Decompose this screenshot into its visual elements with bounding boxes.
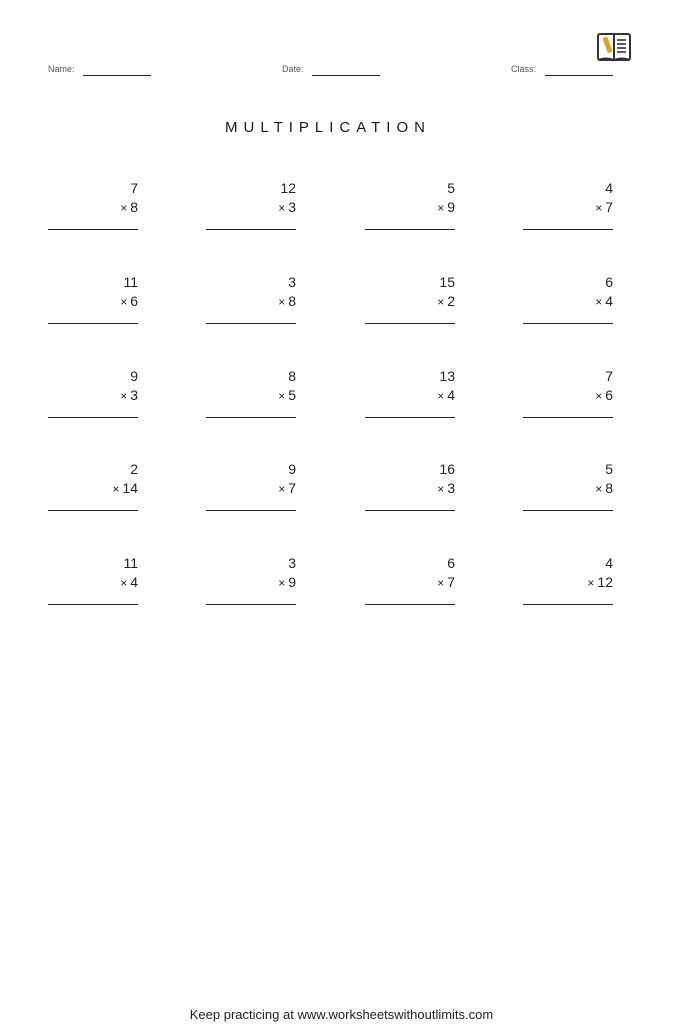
answer-line[interactable] <box>365 417 455 418</box>
multiplier-row <box>278 480 296 498</box>
multiplicand: 6 <box>605 274 613 290</box>
open-book-icon <box>596 30 632 64</box>
problem-9 <box>48 368 138 422</box>
times-sign: × <box>587 576 595 590</box>
problem-15 <box>365 461 455 515</box>
multiplier: 6 <box>130 293 138 309</box>
multiplier-row <box>437 199 455 217</box>
multiplicand: 5 <box>605 461 613 477</box>
date-answer-line[interactable] <box>312 75 380 76</box>
multiplicand: 5 <box>447 180 455 196</box>
multiplier: 8 <box>605 480 613 496</box>
answer-line[interactable] <box>48 510 138 511</box>
answer-line[interactable] <box>365 510 455 511</box>
multiplier: 12 <box>597 574 613 590</box>
multiplicand: 4 <box>605 180 613 196</box>
times-sign: × <box>437 201 445 215</box>
multiplicand: 15 <box>439 274 455 290</box>
multiplier: 4 <box>130 574 138 590</box>
times-sign: × <box>595 389 603 403</box>
multiplier-row <box>587 574 613 592</box>
multiplier-row <box>278 293 296 311</box>
times-sign: × <box>437 389 445 403</box>
multiplicand: 7 <box>605 368 613 384</box>
multiplicand: 16 <box>439 461 455 477</box>
answer-line[interactable] <box>523 229 613 230</box>
answer-line[interactable] <box>206 417 296 418</box>
multiplier-row <box>278 387 296 405</box>
times-sign: × <box>120 295 128 309</box>
times-sign: × <box>595 295 603 309</box>
problem-17 <box>48 555 138 609</box>
multiplicand: 11 <box>123 274 138 290</box>
multiplicand: 4 <box>605 555 613 571</box>
problem-20 <box>523 555 613 609</box>
problem-14 <box>206 461 296 515</box>
name-label: Name: <box>48 64 75 74</box>
times-sign: × <box>278 389 286 403</box>
multiplicand: 9 <box>288 461 296 477</box>
answer-line[interactable] <box>365 604 455 605</box>
problem-18 <box>206 555 296 609</box>
multiplier: 3 <box>288 199 296 215</box>
multiplicand: 6 <box>447 555 455 571</box>
multiplier: 8 <box>130 199 138 215</box>
multiplicand: 2 <box>130 461 138 477</box>
class-answer-line[interactable] <box>545 75 613 76</box>
multiplier-row <box>120 293 138 311</box>
multiplicand: 11 <box>123 555 138 571</box>
problem-6 <box>206 274 296 328</box>
multiplier: 6 <box>605 387 613 403</box>
class-label: Class: <box>511 64 537 74</box>
answer-line[interactable] <box>523 510 613 511</box>
multiplicand: 8 <box>288 368 296 384</box>
name-answer-line[interactable] <box>83 75 151 76</box>
problem-16 <box>523 461 613 515</box>
multiplier: 7 <box>605 199 613 215</box>
multiplier-row <box>595 199 613 217</box>
multiplier: 3 <box>130 387 138 403</box>
multiplier: 3 <box>447 480 455 496</box>
problem-12 <box>523 368 613 422</box>
problem-19 <box>365 555 455 609</box>
multiplier: 4 <box>605 293 613 309</box>
multiplicand: 13 <box>439 368 455 384</box>
multiplier-row <box>595 387 613 405</box>
answer-line[interactable] <box>365 229 455 230</box>
multiplier: 9 <box>288 574 296 590</box>
multiplier: 7 <box>288 480 296 496</box>
multiplier-row <box>278 199 296 217</box>
multiplier: 7 <box>447 574 455 590</box>
problem-1 <box>48 180 138 234</box>
worksheet-title: MULTIPLICATION <box>225 119 431 136</box>
multiplier-row <box>120 574 138 592</box>
multiplier-row <box>437 293 455 311</box>
problem-5 <box>48 274 138 328</box>
multiplier-row <box>595 293 613 311</box>
times-sign: × <box>278 201 286 215</box>
times-sign: × <box>278 482 286 496</box>
times-sign: × <box>437 576 445 590</box>
multiplier: 4 <box>447 387 455 403</box>
multiplier-row <box>437 480 455 498</box>
times-sign: × <box>595 482 603 496</box>
times-sign: × <box>595 201 603 215</box>
times-sign: × <box>112 482 120 496</box>
answer-line[interactable] <box>206 510 296 511</box>
times-sign: × <box>120 576 128 590</box>
multiplier: 8 <box>288 293 296 309</box>
answer-line[interactable] <box>48 604 138 605</box>
times-sign: × <box>278 295 286 309</box>
multiplier: 2 <box>447 293 455 309</box>
multiplicand: 7 <box>130 180 138 196</box>
date-label: Date: <box>282 64 304 74</box>
problem-10 <box>206 368 296 422</box>
multiplicand: 3 <box>288 274 296 290</box>
multiplier: 9 <box>447 199 455 215</box>
problem-7 <box>365 274 455 328</box>
problem-4 <box>523 180 613 234</box>
problem-8 <box>523 274 613 328</box>
answer-line[interactable] <box>523 323 613 324</box>
problem-13 <box>48 461 138 515</box>
multiplier-row <box>278 574 296 592</box>
multiplicand: 9 <box>130 368 138 384</box>
answer-line[interactable] <box>365 323 455 324</box>
multiplier: 14 <box>122 480 138 496</box>
problem-3 <box>365 180 455 234</box>
answer-line[interactable] <box>48 323 138 324</box>
answer-line[interactable] <box>48 229 138 230</box>
problem-2 <box>206 180 296 234</box>
answer-line[interactable] <box>48 417 138 418</box>
multiplier-row <box>112 480 138 498</box>
answer-line[interactable] <box>206 323 296 324</box>
multiplier-row <box>595 480 613 498</box>
multiplier-row <box>120 387 138 405</box>
multiplier-row <box>120 199 138 217</box>
multiplier: 5 <box>288 387 296 403</box>
answer-line[interactable] <box>206 604 296 605</box>
times-sign: × <box>120 389 128 403</box>
answer-line[interactable] <box>523 417 613 418</box>
answer-line[interactable] <box>206 229 296 230</box>
times-sign: × <box>437 482 445 496</box>
footer-text: Keep practicing at www.worksheetswithoutlimits.com <box>189 1007 494 1022</box>
multiplicand: 12 <box>280 180 296 196</box>
problem-11 <box>365 368 455 422</box>
multiplier-row <box>437 387 455 405</box>
times-sign: × <box>437 295 445 309</box>
multiplicand: 3 <box>288 555 296 571</box>
multiplier-row <box>437 574 455 592</box>
answer-line[interactable] <box>523 604 613 605</box>
times-sign: × <box>278 576 286 590</box>
times-sign: × <box>120 201 128 215</box>
